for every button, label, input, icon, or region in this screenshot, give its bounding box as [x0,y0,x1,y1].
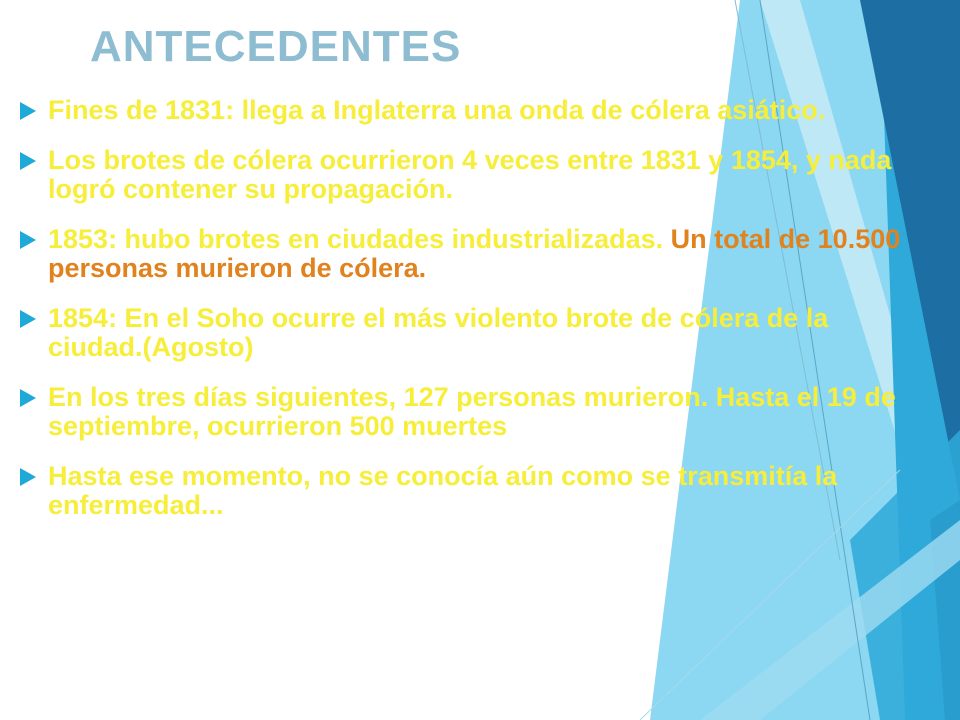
bullet-text-emphasis: Un total de 10.500 personas murieron de cólera. [48,224,901,283]
bullet-item [16,146,916,204]
bullet-item [16,96,916,125]
page-title: ANTECEDENTES [90,22,462,71]
arrow-bullet-icon [20,231,36,249]
arrow-bullet-icon [20,102,36,120]
arrow-bullet-icon [20,468,36,486]
arrow-bullet-icon [20,389,36,407]
bullet-text: 1854: En el Soho ocurre el más violento brote de cólera de la ciudad.(Agosto) [48,303,829,362]
bullet-item [16,304,916,362]
arrow-bullet-icon [20,152,36,170]
bullet-item [16,462,916,520]
bullet-list [16,96,916,541]
bullet-text: Los brotes de cólera ocurrieron 4 veces entre 1831 y 1854, y nada logró contener su propagación. [48,145,892,204]
bullet-item [16,383,916,441]
bullet-item [16,225,916,283]
bullet-text: Fines de 1831: llega a Inglaterra una onda de cólera asiático. [48,95,826,125]
bullet-text: En los tres días siguientes, 127 personas murieron. Hasta el 19 de septiembre, ocurrieron 500 muertes [48,382,896,441]
bullet-text: 1853: hubo brotes en ciudades industrializadas. [48,224,671,254]
arrow-bullet-icon [20,310,36,328]
bullet-text: Hasta ese momento, no se conocía aún como se transmitía la enfermedad... [48,461,838,520]
